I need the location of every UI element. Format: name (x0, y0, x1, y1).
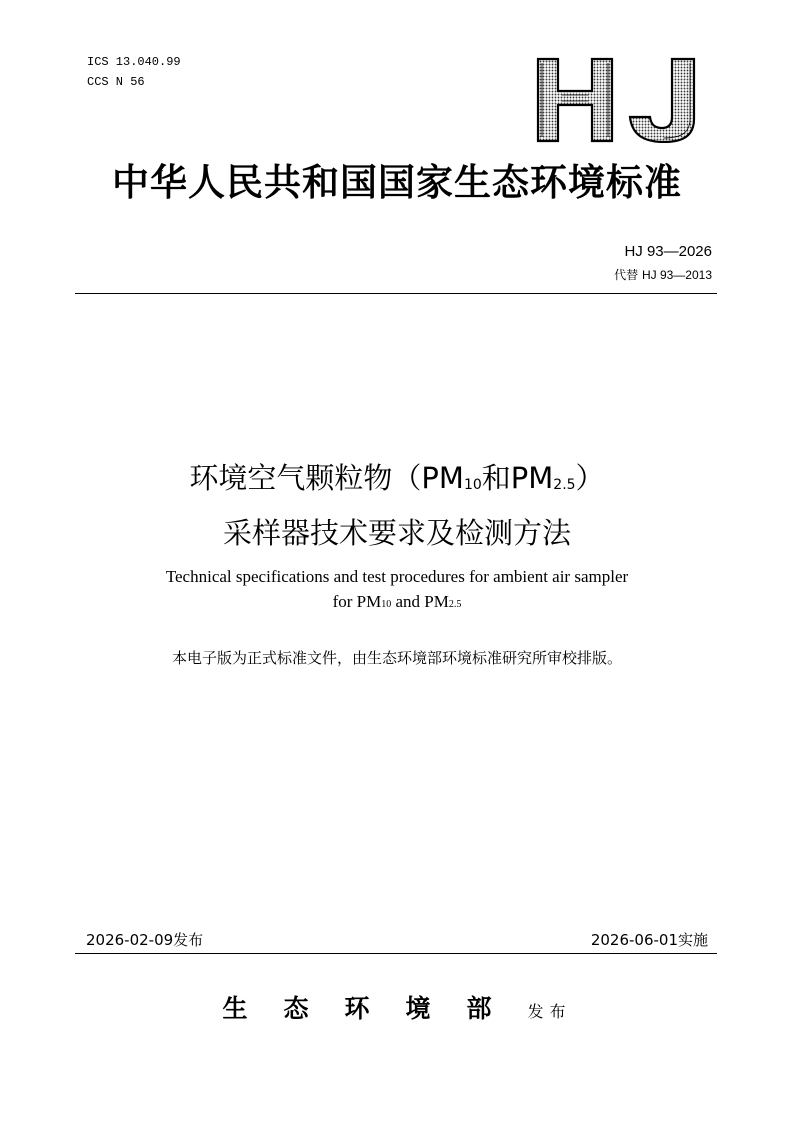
issuer-name: 生态环境部 (222, 994, 528, 1023)
title-cn-part-b: 和PM (481, 461, 554, 495)
issuer-line (0, 989, 794, 1025)
title-en-line-2 (0, 591, 794, 616)
issuer-action: 发布 (527, 1002, 572, 1021)
standard-type-title: 中华人民共和国国家生态环境标准 (112, 160, 682, 204)
title-en-part-a: for PM (332, 592, 382, 611)
title-en-part-b: and PM (391, 592, 449, 611)
ics-code: ICS 13.040.99 (87, 55, 181, 69)
replaced-standard (614, 268, 712, 282)
footer-divider (75, 953, 717, 954)
title-en-subscript-25: 2.5 (448, 599, 462, 610)
title-cn-line-2: 采样器技术要求及检测方法 (222, 516, 571, 550)
title-en-subscript-10: 10 (381, 599, 392, 610)
title-cn-line-1 (0, 460, 794, 502)
implementation-date: 2026-06-01实施 (590, 931, 708, 949)
title-en-line-1: Technical specifications and test procedures for ambient air sampler (165, 567, 629, 586)
header-divider (75, 293, 717, 294)
replaces-label: 代替 (614, 268, 639, 282)
hj-logo (536, 57, 698, 143)
title-cn-subscript-25: 2.5 (553, 477, 576, 493)
title-cn-subscript-10: 10 (463, 477, 482, 493)
title-cn-part-c: ） (575, 461, 605, 495)
standard-number: HJ 93—2026 (624, 243, 712, 260)
issue-date: 2026-02-09发布 (86, 931, 204, 949)
electronic-version-notice: 本电子版为正式标准文件，由生态环境部环境标准研究所审校排版。 (171, 649, 622, 667)
replaces-number: HJ 93—2013 (641, 268, 712, 282)
ccs-code: CCS N 56 (87, 75, 145, 89)
title-cn-part-a: 环境空气颗粒物（PM (189, 461, 464, 495)
